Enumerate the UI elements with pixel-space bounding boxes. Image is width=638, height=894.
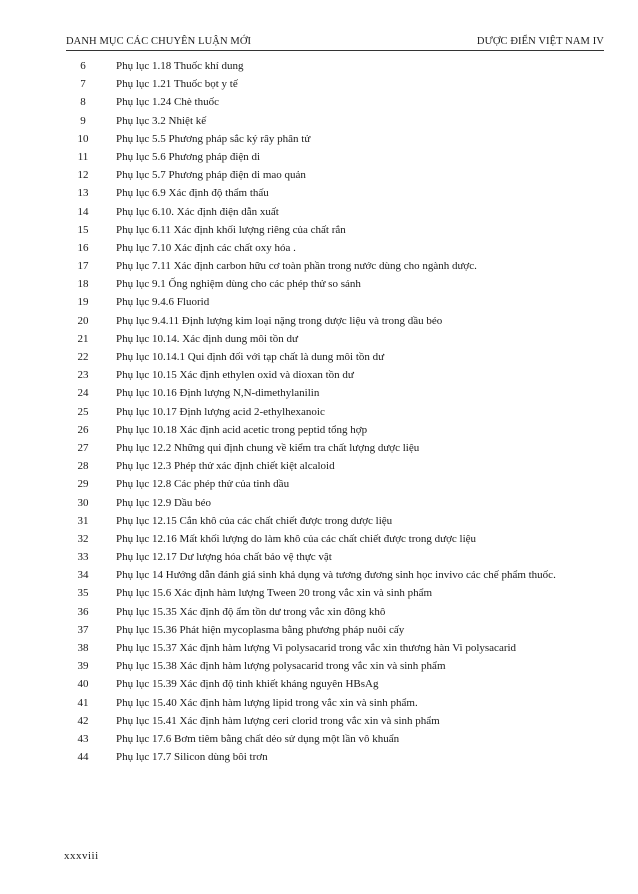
list-item-text: Phụ lục 17.7 Silicon dùng bôi trơn <box>116 751 268 764</box>
list-item-text: Phụ lục 3.2 Nhiệt kế <box>116 114 207 127</box>
list-item <box>66 642 626 660</box>
list-item-number: 44 <box>77 751 89 764</box>
page-header <box>66 36 604 51</box>
list-item-text: Phụ lục 12.9 Dầu béo <box>116 496 212 509</box>
list-item-number: 36 <box>77 605 89 618</box>
list-item <box>66 315 626 333</box>
list-item-text: Phụ lục 6.11 Xác định khối lượng riêng của chất rắn <box>116 223 346 236</box>
list-item-text: Phụ lục 15.40 Xác định hàm lượng lipid trong vắc xin và sinh phẩm. <box>116 696 418 709</box>
list-item-number: 28 <box>77 460 89 473</box>
list-item <box>66 206 626 224</box>
list-item-text: Phụ lục 9.1 Ống nghiệm dùng cho các phép thử so sánh <box>116 278 361 291</box>
list-item-text: Phụ lục 5.5 Phương pháp sắc ký rây phân tử <box>116 132 311 145</box>
page-number: xxxviii <box>64 850 99 862</box>
list-item <box>66 406 626 424</box>
list-item-text: Phụ lục 9.4.11 Định lượng kim loại nặng trong dược liệu và trong dầu béo <box>116 314 443 327</box>
list-item-text: Phụ lục 15.6 Xác định hàm lượng Tween 20 trong vắc xin và sinh phẩm <box>116 587 433 600</box>
list-item-text: Phụ lục 15.39 Xác định độ tinh khiết kháng nguyên HBsAg <box>116 678 379 691</box>
list-item-text: Phụ lục 15.38 Xác định hàm lượng polysacarid trong vắc xin và sinh phẩm <box>116 660 446 673</box>
list-item-text: Phụ lục 10.14.1 Qui định đối với tạp chất là dung môi tồn dư <box>116 351 385 363</box>
list-item <box>66 224 626 242</box>
list-item <box>66 78 626 96</box>
list-item-number: 15 <box>77 223 89 236</box>
list-item-text: Phụ lục 12.16 Mất khối lượng do làm khô của các chất chiết được trong dược liệu <box>116 532 477 545</box>
list-item <box>66 187 626 205</box>
list-item-text: Phụ lục 15.36 Phát hiện mycoplasma bằng phương pháp nuôi cấy <box>116 623 405 636</box>
list-item-number: 42 <box>77 714 89 727</box>
list-item-number: 43 <box>77 732 89 745</box>
list-item-text: Phụ lục 7.11 Xác định carbon hữu cơ toàn phần trong nước dùng cho ngành dược. <box>116 260 477 273</box>
list-item <box>66 333 626 351</box>
list-item-text: Phụ lục 15.37 Xác định hàm lượng Vi polysacarid trong vắc xin thương hàn Vi polysacarid <box>116 642 517 654</box>
list-item-number: 39 <box>77 660 89 673</box>
list-item-number: 12 <box>77 169 89 182</box>
list-item-number: 13 <box>77 187 89 200</box>
list-item-text: Phụ lục 15.41 Xác định hàm lượng ceri clorid trong vắc xin và sinh phẩm <box>116 714 440 727</box>
list-item-text: Phụ lục 1.18 Thuốc khí dung <box>116 60 244 72</box>
list-item-number: 37 <box>77 623 89 636</box>
list-item-number: 22 <box>77 351 89 363</box>
list-item-text: Phụ lục 1.24 Chè thuốc <box>116 96 219 109</box>
list-item-number: 29 <box>77 478 89 491</box>
list-item <box>66 242 626 260</box>
list-item-text: Phụ lục 12.2 Những qui định chung về kiểm tra chất lượng dược liệu <box>116 441 420 454</box>
list-item-number: 41 <box>77 696 89 709</box>
list-item <box>66 260 626 278</box>
list-item-text: Phụ lục 10.14. Xác định dung môi tồn dư <box>116 332 298 345</box>
list-item <box>66 733 626 751</box>
list-item <box>66 587 626 605</box>
list-item-number: 33 <box>77 551 89 564</box>
list-item-text: Phụ lục 12.17 Dư lượng hóa chất bảo vệ thực vật <box>116 551 332 564</box>
list-item-text: Phụ lục 12.8 Các phép thử của tinh dầu <box>116 478 290 491</box>
list-item-number: 8 <box>80 96 86 109</box>
list-item-number: 30 <box>77 496 89 509</box>
list-item-number: 26 <box>77 423 89 436</box>
list-item-number: 17 <box>77 260 89 273</box>
list-item <box>66 551 626 569</box>
list-item <box>66 424 626 442</box>
list-item-number: 18 <box>77 278 89 291</box>
list-item <box>66 296 626 314</box>
list-item-text: Phụ lục 1.21 Thuốc bọt y tế <box>116 78 238 91</box>
list-item-text: Phụ lục 10.18 Xác định acid acetic trong peptid tổng hợp <box>116 423 368 436</box>
list-item-text: Phụ lục 10.15 Xác định ethylen oxid và dioxan tồn dư <box>116 369 354 382</box>
list-item-text: Phụ lục 9.4.6 Fluorid <box>116 296 210 309</box>
list-item <box>66 442 626 460</box>
list-item-number: 10 <box>77 132 89 145</box>
list-item-number: 38 <box>77 642 89 654</box>
appendix-list <box>66 60 626 769</box>
list-item <box>66 115 626 133</box>
list-item-text: Phụ lục 14 Hướng dẫn đánh giá sinh khả dụng và tương đương sinh học invivo các chế phẩm thuốc. <box>116 569 556 582</box>
list-item-text: Phụ lục 17.6 Bơm tiêm bằng chất dẻo sử dụng một lần vô khuẩn <box>116 732 400 745</box>
list-item-number: 35 <box>77 587 89 600</box>
list-item-number: 34 <box>77 569 89 582</box>
list-item-text: Phụ lục 5.7 Phương pháp điện di mao quản <box>116 169 306 182</box>
list-item <box>66 624 626 642</box>
list-item-text: Phụ lục 15.35 Xác định độ ẩm tồn dư trong vắc xin đông khô <box>116 605 386 618</box>
list-item-text: Phụ lục 10.16 Định lượng N,N-dimethylanilin <box>116 387 320 400</box>
list-item <box>66 278 626 296</box>
list-item-text: Phụ lục 7.10 Xác định các chất oxy hóa . <box>116 241 296 254</box>
list-item <box>66 751 626 769</box>
list-item <box>66 533 626 551</box>
list-item <box>66 697 626 715</box>
list-item <box>66 606 626 624</box>
list-item <box>66 497 626 515</box>
list-item-number: 9 <box>80 114 86 127</box>
list-item <box>66 515 626 533</box>
list-item-number: 6 <box>80 60 86 72</box>
header-left-title: DANH MỤC CÁC CHUYÊN LUẬN MỚI <box>66 36 252 47</box>
list-item-number: 20 <box>77 314 89 327</box>
list-item <box>66 478 626 496</box>
list-item-text: Phụ lục 12.15 Cắn khô của các chất chiết được trong dược liệu <box>116 514 393 527</box>
list-item <box>66 660 626 678</box>
list-item-text: Phụ lục 5.6 Phương pháp điện di <box>116 150 261 163</box>
list-item-number: 40 <box>77 678 89 691</box>
list-item-number: 31 <box>77 514 89 527</box>
list-item-number: 27 <box>77 441 89 454</box>
list-item <box>66 369 626 387</box>
list-item <box>66 351 626 369</box>
header-right-title: DƯỢC ĐIỂN VIỆT NAM IV <box>476 36 604 47</box>
list-item-number: 11 <box>77 150 89 163</box>
list-item <box>66 387 626 405</box>
list-item <box>66 678 626 696</box>
list-item-number: 23 <box>77 369 89 382</box>
list-item-number: 16 <box>77 241 89 254</box>
list-item-number: 32 <box>77 532 89 545</box>
list-item <box>66 60 626 78</box>
list-item <box>66 133 626 151</box>
list-item <box>66 715 626 733</box>
list-item-number: 24 <box>77 387 89 400</box>
list-item-text: Phụ lục 6.9 Xác định độ thẩm thấu <box>116 187 269 200</box>
list-item-number: 25 <box>77 405 89 418</box>
list-item-number: 7 <box>80 78 86 91</box>
list-item <box>66 460 626 478</box>
list-item <box>66 169 626 187</box>
list-item-number: 14 <box>77 205 89 218</box>
list-item-text: Phụ lục 10.17 Định lượng acid 2-ethylhexanoic <box>116 405 325 418</box>
list-item-number: 21 <box>77 332 89 345</box>
list-item <box>66 569 626 587</box>
list-item <box>66 151 626 169</box>
list-item-text: Phụ lục 6.10. Xác định điện dẫn xuất <box>116 205 279 218</box>
list-item-text: Phụ lục 12.3 Phép thử xác định chiết kiệt alcaloid <box>116 460 335 473</box>
list-item-number: 19 <box>77 296 89 309</box>
list-item <box>66 96 626 114</box>
